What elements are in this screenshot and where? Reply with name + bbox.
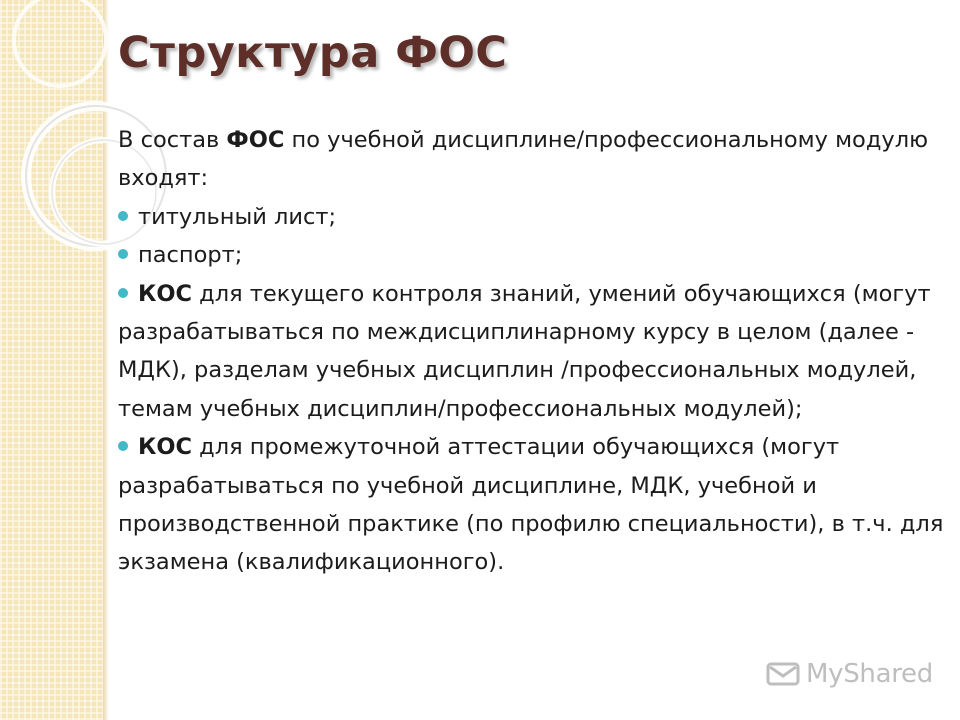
intro-bold-term: ФОС	[226, 127, 285, 153]
item-text: для текущего контроля знаний, умений обучающихся (могут разрабатываться по междисциплинарному курсу в целом (далее - МДК), разделам учебных дисциплин /профессиональных модулей, темам учебных дисциплин/профессиональных модулей);	[118, 280, 931, 422]
intro-paragraph	[118, 121, 946, 198]
list-item	[118, 275, 946, 429]
intro-post: по учебной дисциплине/профессиональному модулю входят:	[118, 127, 929, 192]
watermark-text: MyShared	[806, 659, 933, 689]
decorative-ring-top	[14, 0, 106, 86]
bullet-icon	[118, 211, 128, 221]
item-text: паспорт;	[138, 242, 243, 269]
bullet-icon	[118, 249, 128, 259]
list-item	[118, 236, 946, 274]
mail-icon	[766, 659, 800, 689]
slide-body	[118, 121, 946, 582]
slide-title: Структура ФОС	[118, 28, 508, 78]
bullet-icon	[118, 441, 128, 451]
item-text: титульный лист;	[138, 203, 337, 230]
item-bold-term: КОС	[138, 280, 193, 307]
item-bold-term: КОС	[138, 434, 193, 461]
watermark	[766, 656, 936, 692]
item-text: для промежуточной аттестации обучающихся (могут разрабатываться по учебной дисциплине, МДК, учебной и производственной практике (по профилю специальности), в т.ч. для экзамена (квалификационного).	[118, 434, 944, 576]
intro-pre: В состав	[118, 127, 227, 153]
list-item	[118, 198, 946, 236]
bullet-icon	[118, 288, 128, 298]
list-item	[118, 428, 946, 582]
